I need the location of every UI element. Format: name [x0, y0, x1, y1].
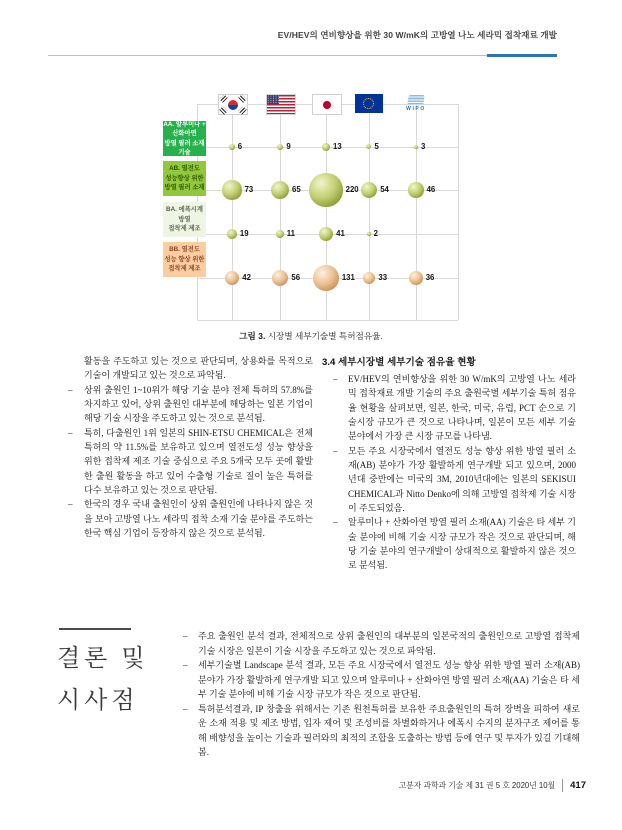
- bubble-AB-eu: [361, 182, 377, 198]
- bubble-value-BB-japan: 131: [341, 273, 355, 282]
- bubble-AA-usa: [277, 144, 284, 151]
- bubble-AA-korea: [229, 144, 234, 149]
- bubble-value-AB-japan: 220: [345, 185, 359, 194]
- bubble-value-BB-eu: 33: [378, 273, 388, 282]
- paragraph: [52, 497, 313, 540]
- bubble-value-BB-wipo: 36: [425, 273, 435, 282]
- conclusion-heading-line2: 시사점: [57, 688, 139, 714]
- grid-line-vertical: [232, 104, 233, 320]
- figure-caption-label: 그림 3.: [239, 331, 266, 341]
- grid-line-vertical: [369, 104, 370, 320]
- chart-row-label-AA: [163, 121, 206, 156]
- bubble-AA-eu: [366, 144, 371, 149]
- bubble-BB-wipo: [409, 271, 422, 284]
- chart-row-label-BA: [163, 202, 206, 237]
- row-label-line: 방열 필러 소재 기술: [164, 139, 205, 156]
- paragraph-text: 활동을 주도하고 있는 것으로 판단되며, 상용화를 목적으로 기술이 개발되고 있는 것으로 파악됨.: [84, 356, 313, 381]
- header-rule: [48, 55, 557, 56]
- grid-line-vertical: [458, 104, 459, 320]
- wipo-emblem: [407, 95, 424, 105]
- bubble-value-AA-wipo: 3: [420, 142, 426, 151]
- row-label-line: 방열 필러 소재: [164, 184, 205, 192]
- bullet-dash: –: [333, 445, 338, 456]
- korea-flag-icon: [218, 94, 248, 115]
- usa-flag-icon: [266, 94, 296, 115]
- bubble-AB-usa: [271, 181, 289, 199]
- section-heading: 3.4 세부시장별 세부기술 점유율 현황: [322, 357, 476, 368]
- trigram-mark: [219, 94, 227, 102]
- eu-flag-icon: [355, 94, 383, 113]
- paragraph-text: 주요 출원인 분석 결과, 전체적으로 상위 출원인의 대부분의 일본국적의 출원인으로 고방열 접착제 기술 시장은 일본이 기술 시장을 주도하고 있는 것으로 파악됨.: [198, 631, 580, 656]
- paragraph: [183, 658, 580, 702]
- paragraph: [322, 515, 576, 572]
- body-left-column: [52, 354, 313, 540]
- conclusion-heading: [57, 638, 149, 722]
- paragraph: [183, 629, 580, 658]
- hinomaru-disc: [323, 101, 331, 109]
- paragraph: [183, 702, 580, 760]
- bubble-BB-eu: [363, 272, 376, 285]
- row-label-line: 성능 향상 위한: [164, 255, 205, 263]
- bullet-dash: –: [183, 631, 188, 641]
- bullet-dash: –: [68, 384, 73, 395]
- bubble-value-AB-usa: 65: [292, 185, 301, 194]
- paragraph-text: EV/HEV의 연비향상을 위한 30 W/mK의 고방열 나노 세라믹 접착재료 개발 기술의 주요 출원국별 세부기술 특허 점유율 현황을 살펴보면, 일본, 한국, 미국, 유럽, PCT 순으로 기술시장 규모가 큰 것으로 나타나며, 일본이 모든 세부 기술 분야에서 가장 큰 시장 규모를 나타냄.: [348, 374, 576, 442]
- conclusion-heading-line1: 결론 및: [57, 646, 149, 672]
- bubble-AB-wipo: [408, 182, 423, 197]
- paragraph-text: 알루미나 + 산화아연 방열 필러 소재(AA) 기술은 타 세부 기술 분야에 비해 기술 시장 규모가 작은 것으로 판단되며, 해당 기술 분야의 연구개발이 상대적으로 활발하지 않은 것으로 분석됨.: [348, 517, 576, 571]
- chart-row-label-BB: [163, 242, 206, 277]
- star-circle: [363, 98, 374, 109]
- paragraph-text: 특히, 다출원인 1위 일본의 SHIN-ETSU CHEMICAL은 전체 특허의 약 11.5%를 보유하고 있으며 열전도성 성능 향상을 위한 접착제 제조 기술 중심으로 주요 5개국 모두 곳에 활발한 출원 활동을 하고 있어 수출형 기술로 질이 높은 특허를 다수 보유하고 있는 것으로 판단됨.: [84, 427, 313, 496]
- bubble-value-BA-eu: 2: [373, 229, 378, 238]
- row-label-line: 방열: [178, 215, 191, 223]
- bubble-value-AA-usa: 9: [286, 142, 291, 151]
- patent-share-bubble-chart: [163, 92, 468, 328]
- row-label-line: 접착제 제조: [168, 265, 201, 273]
- bubble-value-BB-usa: 56: [291, 273, 301, 282]
- bubble-value-AA-eu: 5: [374, 142, 379, 151]
- bubble-AA-wipo: [414, 145, 418, 149]
- chart-row-label-AB: [163, 161, 206, 196]
- bubble-BB-japan: [313, 265, 339, 291]
- bubble-value-AA-japan: 13: [333, 142, 342, 151]
- grid-line-vertical: [416, 104, 417, 320]
- japan-flag-icon: [312, 94, 342, 115]
- header-rule-accent: [487, 54, 557, 57]
- paragraph-text: 세부기술별 Landscape 분석 결과, 모든 주요 시장국에서 열전도 성능 향상 위한 방열 필러 소재(AB) 분야가 가장 활발하게 연구개발 되고 있으며 알루미나 + 산화아연 방열 필러 소재(AA) 기술은 타 세부 기술 분야에 비해 기술 시장 규모가 작은 것으로 판단됨.: [198, 660, 580, 699]
- paragraph-text: 특허분석결과, IP 창출을 위해서는 기존 원천특허를 보유한 주요출원인의 특허 장벽을 피하여 새로운 소재 적용 및 제조 방법, 입자 제어 및 조성비를 차별화하거나 에폭시 수지의 분자구조 제어를 통해 배향성을 높이는 기술과 필러와의 최적의 조합을 도출하는 방법 등에 연구 및 투자가 있길 기대해 봄.: [198, 703, 580, 757]
- figure-caption-text: 시장별 세부기술별 특허점유율.: [265, 331, 383, 341]
- bubble-value-AB-korea: 73: [244, 185, 254, 194]
- bubble-BB-usa: [272, 270, 289, 287]
- bubble-BA-usa: [276, 230, 283, 237]
- paragraph-text: 한국의 경우 국내 출원인이 상위 출원인에 나타나지 않은 것을 보아 고방열 나노 세라믹 접착 소재 기술 분야를 주도하는 한국 핵심 기업이 등장하지 않은 것으로 분석됨.: [84, 499, 313, 539]
- bullet-dash: –: [183, 703, 188, 714]
- bullet-dash: –: [68, 427, 73, 438]
- paragraph: [52, 383, 313, 426]
- bubble-value-AB-eu: 54: [380, 185, 389, 194]
- bubble-value-BA-korea: 19: [239, 229, 249, 238]
- footer: [0, 779, 586, 792]
- row-label-line: 성능향상 위한: [165, 174, 204, 182]
- star-canton: [267, 95, 279, 104]
- grid-line-vertical: [280, 104, 281, 320]
- conclusion-rule: [59, 628, 131, 630]
- bubble-AA-japan: [322, 143, 330, 151]
- figure-caption: [0, 330, 622, 342]
- paragraph: [322, 372, 576, 444]
- bubble-value-AA-korea: 6: [237, 142, 243, 151]
- row-label-line: AA. 알루미나 +: [163, 120, 206, 128]
- bubble-value-AB-wipo: 46: [426, 185, 436, 194]
- running-title: EV/HEV의 연비향상을 위한 30 W/mK의 고방열 나노 세라믹 접착재료 개발: [277, 30, 557, 40]
- bubble-BA-eu: [367, 232, 370, 235]
- bubble-value-BA-usa: 11: [286, 229, 295, 238]
- row-label-line: 접착제 제조: [168, 225, 201, 233]
- conclusion-body: [183, 629, 580, 760]
- bubble-AB-japan: [309, 173, 342, 206]
- trigram-mark: [219, 106, 227, 114]
- trigram-mark: [238, 106, 246, 114]
- paragraph: [322, 444, 576, 516]
- paragraph: [52, 426, 313, 498]
- page-number: 417: [570, 780, 586, 791]
- grid-line-horizontal: [197, 320, 458, 321]
- paragraph-text: 모든 주요 시장국에서 열전도 성능 향상 위한 방열 필러 소재(AB) 분야가 가장 활발하게 연구개발 되고 있으며, 2000년대 중반에는 미국의 3M, 2010년대에는 일본의 SEKISUI CHEMICAL과 Nitto Denko에 의해 고방열 접착제 기술 시장이 주도되었음.: [348, 445, 576, 514]
- wipo-logo-text: WIPO: [406, 106, 426, 112]
- trigram-mark: [238, 94, 246, 102]
- bubble-value-BA-japan: 41: [336, 229, 345, 238]
- body-right-column: [322, 354, 576, 573]
- bubble-BB-korea: [225, 271, 240, 286]
- journal-info: 고분자 과학과 기술 제 31 권 5 호 2020년 10월: [398, 781, 556, 790]
- row-label-line: 산화아연: [172, 130, 197, 138]
- taegeuk-symbol: [228, 100, 238, 110]
- bullet-dash: –: [333, 517, 338, 528]
- bubble-AB-korea: [222, 180, 241, 199]
- bullet-dash: –: [333, 374, 338, 384]
- bubble-BA-japan: [319, 227, 333, 241]
- paragraph: [52, 354, 313, 383]
- row-label-line: BA. 에폭시계: [166, 206, 203, 214]
- row-label-line: BB. 열전도: [169, 246, 200, 254]
- bubble-BA-korea: [227, 229, 237, 239]
- wipo-flag-icon: [402, 94, 430, 115]
- paragraph-text: 상위 출원인 1~10위가 해당 기술 분야 전체 특허의 57.8%를 차지하고 있어, 상위 출원인 대부분에 해당하는 일본 기업이 해당 기술 시장을 주도하고 있는 것으로 분석됨.: [84, 384, 313, 424]
- footer-divider: [562, 779, 563, 792]
- bubble-value-BB-korea: 42: [242, 273, 251, 282]
- bullet-dash: –: [68, 499, 73, 510]
- bullet-dash: –: [183, 660, 188, 670]
- row-label-line: AB. 열전도: [169, 165, 200, 173]
